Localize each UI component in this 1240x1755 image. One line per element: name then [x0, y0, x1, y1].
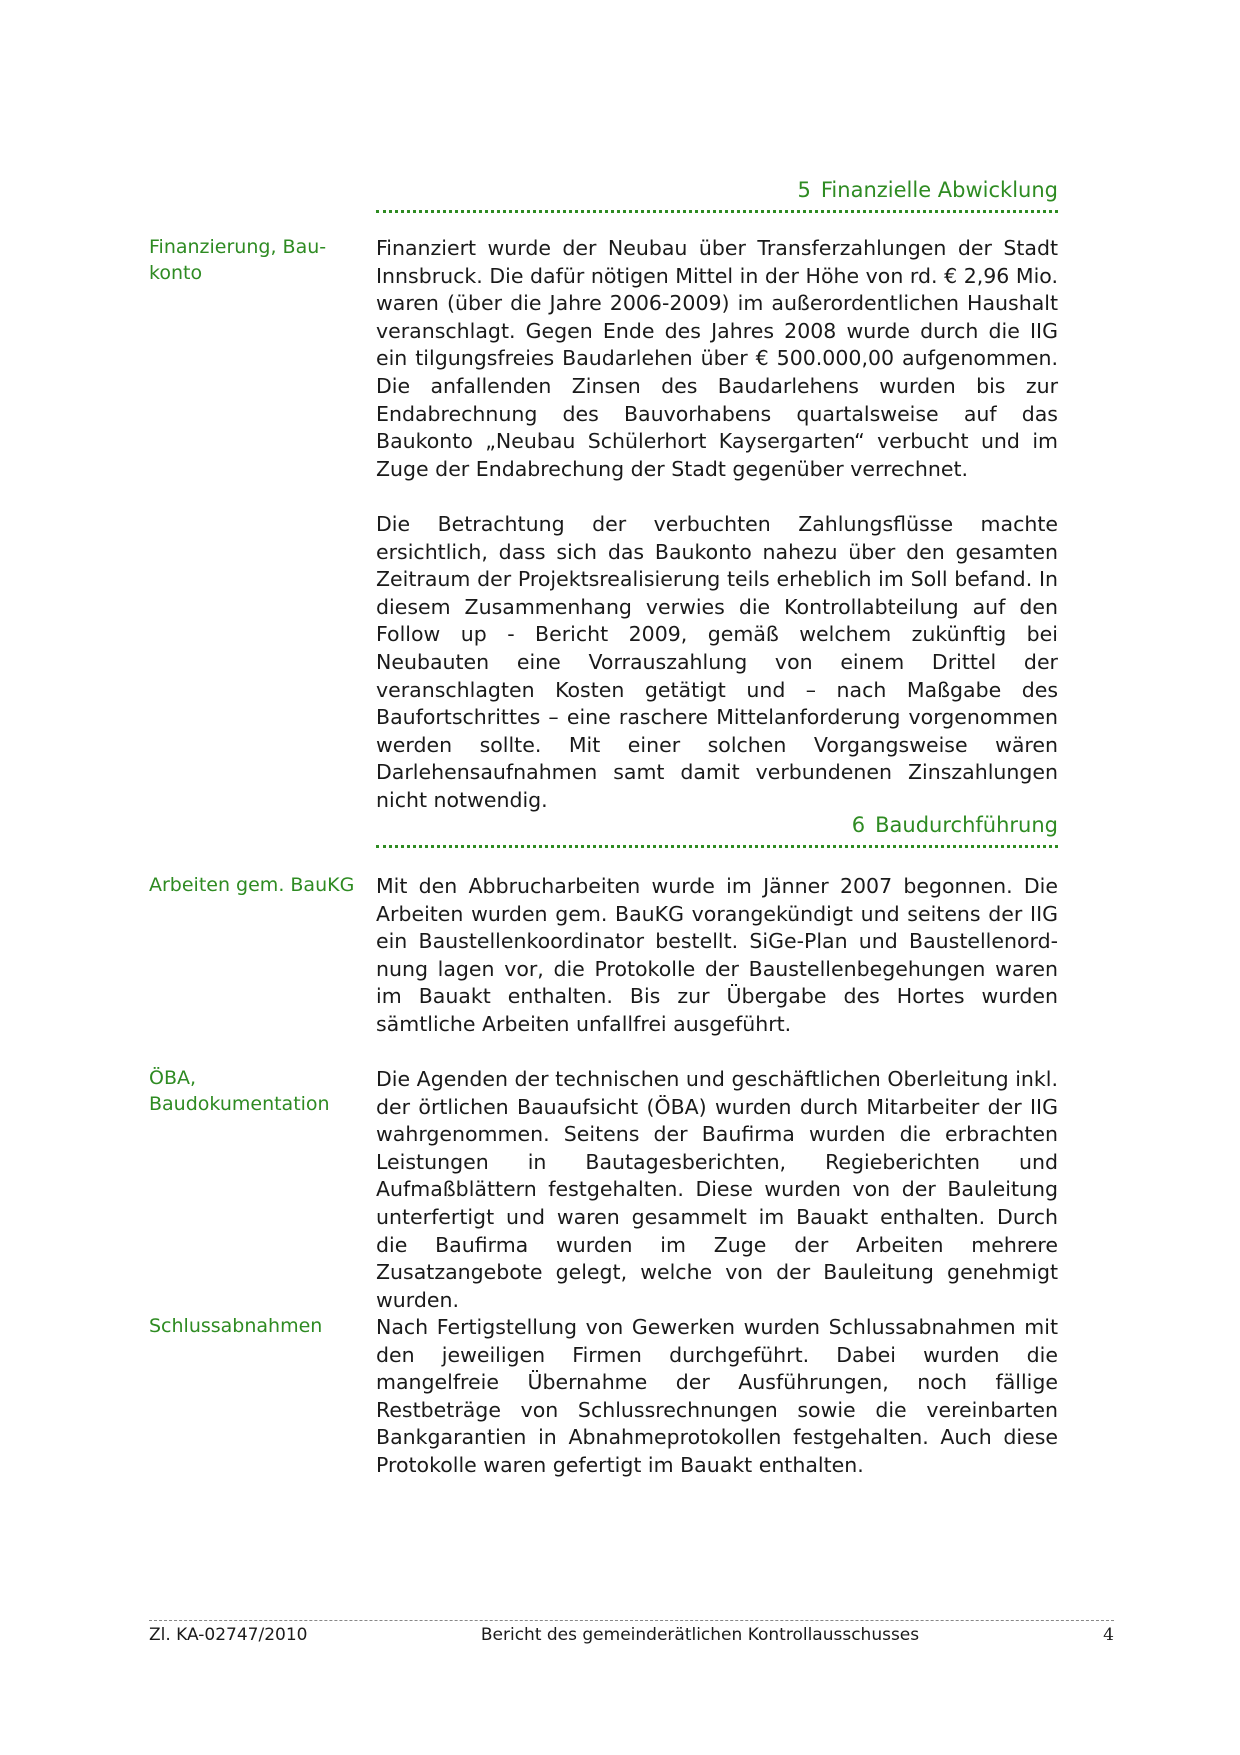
paragraph-finanzierung-2: Die Betrachtung der verbuchten Zahlungsflüsse machte ersichtlich, dass sich das Baukonto nahezu über den gesamten Zeitraum der Projektsrealisierung teils erheblich im Soll befand. In diesem Zusammenhang verwies die Kontrollabteilung auf den Follow up - Bericht 2009, gemäß welchem zukünftig bei Neubauten eine Vorrauszahlung von einem Drittel der veranschlagten Kosten getätigt und – nach Maßgabe des Baufortschrittes – eine raschere Mittelanforderung vorgenommen werden sollte. Mit einer solchen Vorgangsweise wären Darlehensaufnahmen samt damit verbundenen Zinszahlungen nicht notwendig. [376, 512, 1058, 812]
section-title: Finanzielle Abwicklung [820, 178, 1058, 202]
section-heading-6 [376, 811, 1058, 848]
section-number: 5 [797, 178, 811, 202]
section-title: Baudurchführung [875, 813, 1058, 837]
section-number: 6 [851, 813, 866, 837]
paragraph-finanzierung-1: Finanziert wurde der Neubau über Transferzahlungen der Stadt Innsbruck. Die dafür nötigen Mittel in der Höhe von rd. € 2,96 Mio. waren (über die Jahre 2006-2009) im außerordentlichen Haushalt veranschlagt. Gegen Ende des Jahres 2008 wurde durch die IIG ein tilgungsfreies Baudarlehen über € 500.000,00 aufgenommen. Die anfallenden Zinsen des Baudarlehens wurden bis zur Endabrechnung des Bauvorhabens quartalsweise auf das Baukonto „Neubau Schülerhort Kaysergarten“ verbucht und im Zuge der Endabrechung der Stadt gegenüber verrechnet. [376, 236, 1058, 481]
section-heading-5 [376, 176, 1058, 213]
footer-title: Bericht des gemeinderätlichen Kontrollausschusses [480, 1625, 920, 1645]
footer-reference: Zl. KA-02747/2010 [149, 1625, 308, 1645]
margin-label-oeba: ÖBA, Baudokumentation [149, 1067, 330, 1115]
page-number: 4 [1103, 1625, 1114, 1645]
margin-label-baukg: Arbeiten gem. BauKG [149, 874, 355, 896]
footer-divider [149, 1620, 1114, 1621]
margin-label-finanzierung: Finanzierung, Baukonto [149, 236, 327, 284]
paragraph-oeba: Die Agenden der technischen und geschäftlichen Oberleitung inkl. der örtlichen Bauaufsicht (ÖBA) wurden durch Mitarbeiter der IIG wahrgenommen. Seitens der Baufirma wurden die erbrachten Leistungen in Bautagesberichten, Regieberichten und Aufmaßblättern festgehalten. Diese wurden von der Bauleitung unterfertigt und waren gesammelt im Bauakt enthalten. Durch die Baufirma wurden im Zuge der Arbeiten mehrere Zusatzangebote gelegt, welche von der Bauleitung genehmigt wurden. [376, 1067, 1058, 1312]
margin-label-schlussabnahmen: Schlussabnahmen [149, 1315, 323, 1337]
paragraph-schlussabnahmen: Nach Fertigstellung von Gewerken wurden Schlussabnahmen mit den jeweiligen Firmen durchgeführt. Dabei wurden die mangelfreie Übernahme der Ausführungen, noch fällige Restbeträge von Schlussrechnungen sowie die vereinbarten Bankgarantien in Abnahmeprotokollen festgehalten. Auch diese Protokolle waren gefertigt im Bauakt enthalten. [376, 1315, 1058, 1477]
paragraph-baukg: Mit den Abbrucharbeiten wurde im Jänner 2007 begonnen. Die Arbeiten wurden gem. BauKG vorangekündigt und seitens der IIG ein Baustellenkoordinator bestellt. SiGe-Plan und Baustellenordnung lagen vor, die Protokolle der Baustellenbegehungen waren im Bauakt enthalten. Bis zur Übergabe des Hortes wurden sämtliche Arbeiten unfallfrei ausgeführt. [376, 874, 1058, 1036]
